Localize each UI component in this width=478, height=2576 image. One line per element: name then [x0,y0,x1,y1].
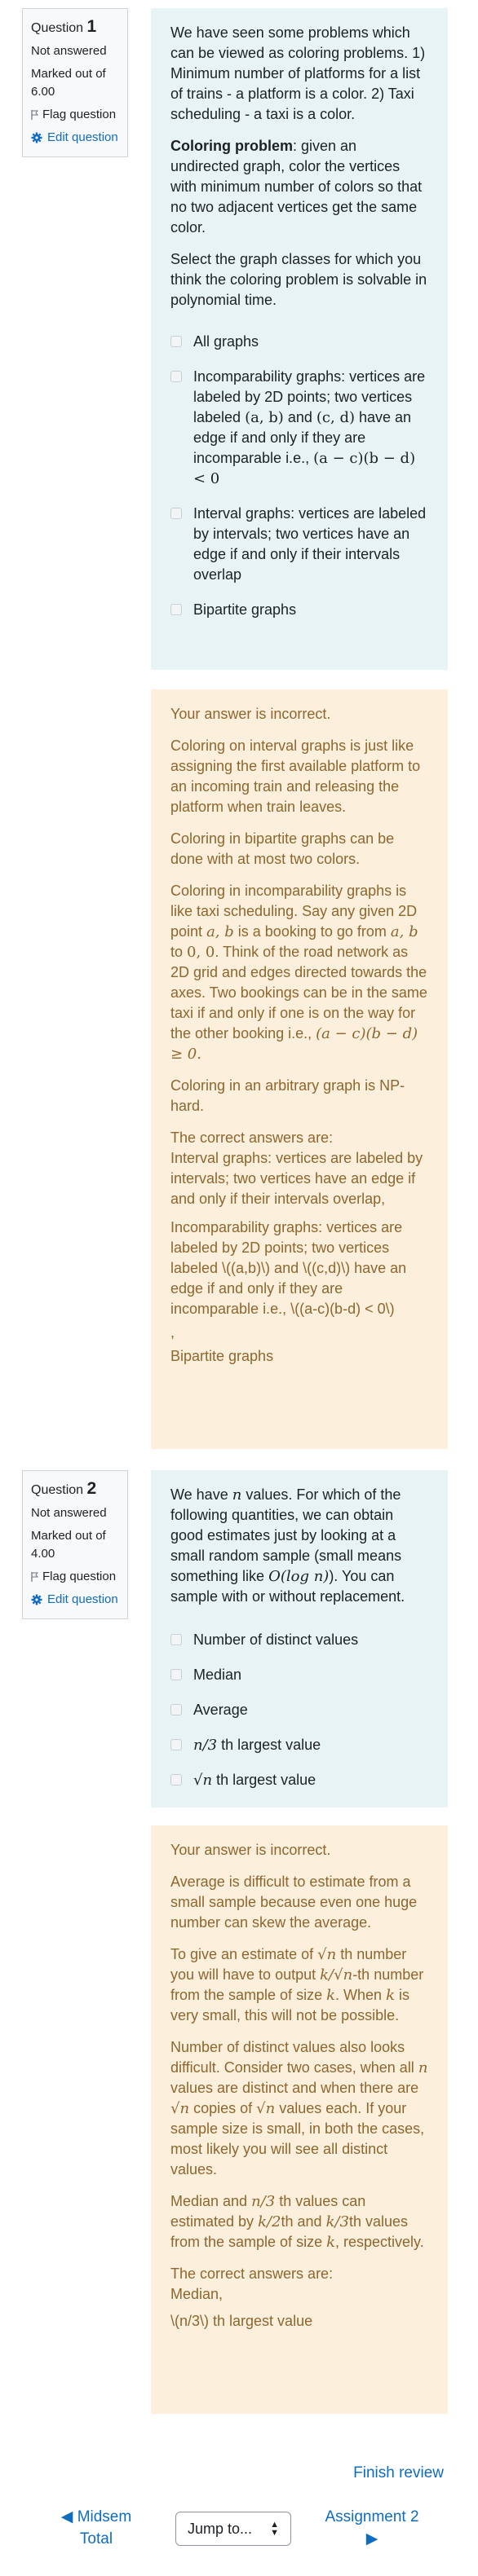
answer-options [170,1630,428,1790]
feedback-text: Coloring in an arbitrary graph is NP-hard. [170,1077,405,1114]
separator: , [170,1324,175,1341]
select-arrows-icon: ▲ ▼ [270,2520,279,2538]
feedback-text: Coloring in incomparability graphs is like taxi scheduling. Say any given 2D point a, b is a booking to go from a, b to 0, 0. Think of the road network as 2D grid and edges directed towards the axes. Two bookings can be in the same taxi if and only if one is on the way for the other booking i.e., (a − c)(b − d) ≥ 0. [170,883,427,1063]
question-1-formulation [151,8,448,670]
correct-answer: Incomparability graphs: vertices are labeled by 2D points; two vertices labeled \((a,b)\) and \((c,d)\) have an edge if and only if they are incomparable i.e., \((a-c)(b-d) < 0\) [170,1219,407,1317]
question-info-2 [22,1470,128,1619]
checkbox[interactable] [170,604,182,615]
feedback-text: To give an estimate of √n th number you will have to output k/√n-th number from the sample of size k. When k is very small, this will not be possible. [170,1946,424,2023]
edit-question-link[interactable]: Edit question [31,1591,119,1609]
question-number: Question 1 [31,17,97,36]
answer-option[interactable]: Number of distinct values [170,1630,428,1650]
checkbox[interactable] [170,1739,182,1750]
flag-question-button[interactable]: Flag question [31,1568,119,1586]
question-status: Not answered [31,44,107,58]
question-number: Question 2 [31,1479,97,1498]
jump-to-select[interactable]: Jump to... ▲ ▼ [175,2512,291,2546]
question-intro: We have n values. For which of the following quantities, we can obtain good estimates just by looking at a small random sample (small means something like O(log n)). You can sample with or without replacement. [170,1486,405,1605]
answer-option[interactable]: Bipartite graphs [170,600,428,620]
question-intro: We have seen some problems which can be viewed as coloring problems. 1) Minimum number of platforms for a list of trains - a platform is a color. 2) Taxi scheduling - a taxi is a color. [170,24,426,122]
question-1-feedback [151,689,448,1449]
answer-option[interactable]: Interval graphs: vertices are labeled by intervals; two vertices have an edge if and only if their intervals overlap [170,504,428,585]
answer-option[interactable]: Median [170,1665,428,1685]
previous-activity-link[interactable]: ◀ Midsem Total [60,2508,132,2547]
feedback-status: Your answer is incorrect. [170,1842,331,1858]
feedback-text: Number of distinct values also looks difficult. Consider two cases, when all n values are distinct and when there are √n copies of √n values each. If your sample size is small, in both the cases, most likely you will see all distinct values. [170,2039,428,2177]
question-2-formulation [151,1470,448,1808]
answer-option[interactable]: n/3 th largest value [170,1735,428,1755]
feedback-text: Coloring on interval graphs is just like assigning the first available platform to an incoming train and releasing the platform when train leaves. [170,738,421,815]
answer-option[interactable]: √n th largest value [170,1770,428,1790]
correct-answers: The correct answers are: Median, [170,2266,334,2302]
gear-icon [31,1594,42,1605]
checkbox[interactable] [170,508,182,519]
question-2-feedback [151,1825,448,2414]
checkbox[interactable] [170,1669,182,1680]
flag-question-button[interactable]: Flag question [31,106,119,124]
answer-options [170,332,428,620]
question-info-1 [22,8,128,157]
question-prompt: Select the graph classes for which you think the coloring problem is solvable in polynomial time. [170,251,427,308]
coloring-definition: Coloring problem: given an undirected graph, color the vertices with minimum number of colors so that no two adjacent vertices get the same color. [170,138,423,236]
feedback-status: Your answer is incorrect. [170,706,331,722]
checkbox[interactable] [170,371,182,382]
flag-icon [31,1572,39,1582]
feedback-text: Coloring in bipartite graphs can be done with at most two colors. [170,830,395,867]
answer-option[interactable]: All graphs [170,332,428,352]
feedback-text: Average is difficult to estimate from a small sample because even one huge number can skew the average. [170,1874,418,1931]
checkbox[interactable] [170,1704,182,1715]
checkbox[interactable] [170,336,182,347]
gear-icon [31,132,42,143]
checkbox[interactable] [170,1634,182,1645]
next-activity-link[interactable]: Assignment 2 ▶ [325,2508,419,2547]
correct-answers: The correct answers are: Interval graphs: vertices are labeled by intervals; two vertices have an edge if and only if their intervals overlap, [170,1129,423,1207]
question-status: Not answered [31,1506,107,1520]
feedback-text: Median and n/3 th values can estimated by k/2th and k/3th values from the sample of size k, respectively. [170,2193,424,2251]
answer-option[interactable]: Incomparability graphs: vertices are labeled by 2D points; two vertices labeled (a, b) and (c, d) have an edge if and only if they are incomparable i.e., (a − c)(b − d) < 0 [170,367,428,489]
question-marks: Marked out of 6.00 [31,67,106,99]
finish-review-link[interactable]: Finish review [353,2464,444,2481]
question-marks: Marked out of 4.00 [31,1529,106,1561]
flag-icon [31,110,39,120]
edit-question-link[interactable]: Edit question [31,129,119,147]
correct-answer: Bipartite graphs [170,1348,274,1364]
answer-option[interactable]: Average [170,1700,428,1720]
checkbox[interactable] [170,1774,182,1786]
correct-answer: \(n/3\) th largest value [170,2313,313,2329]
